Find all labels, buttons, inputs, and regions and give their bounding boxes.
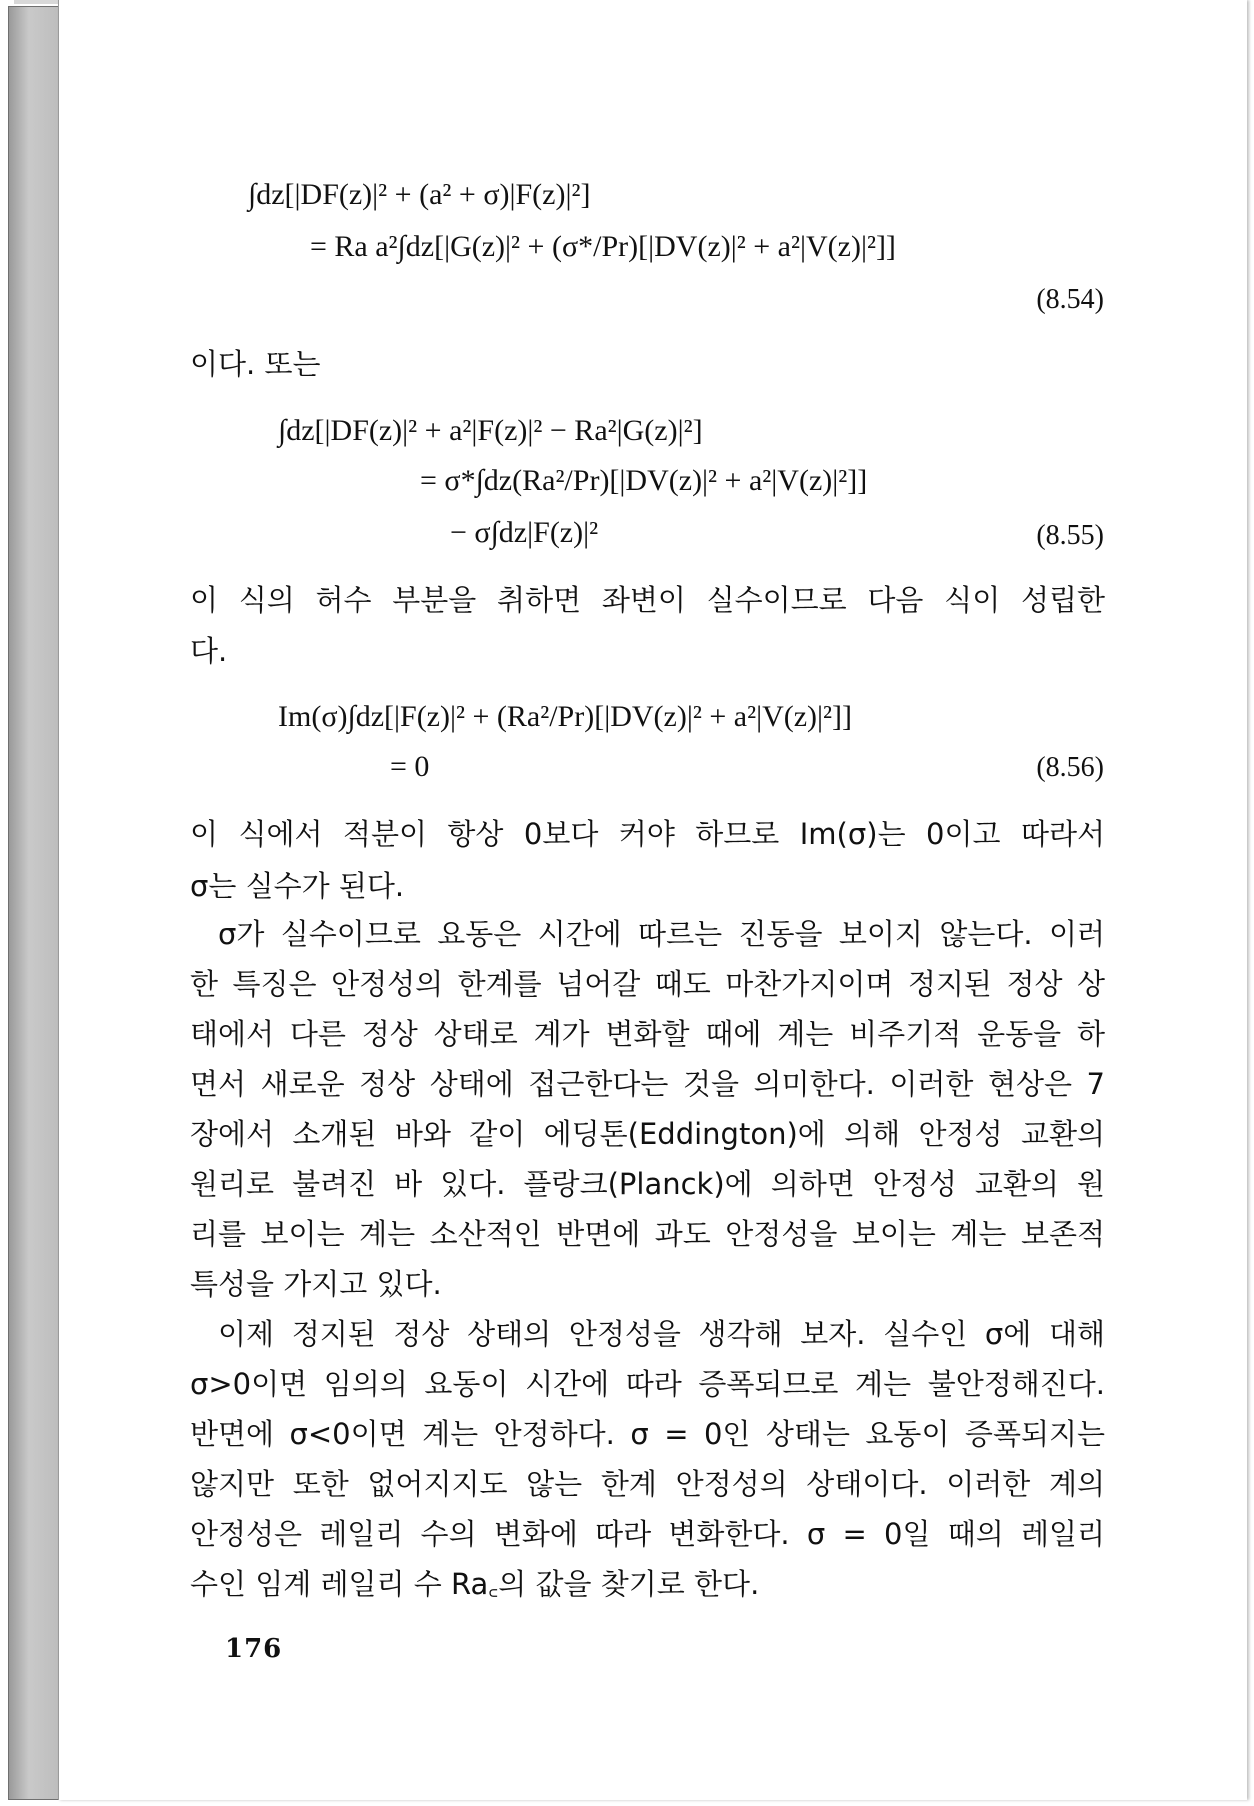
paragraph-3-line-6: 원리로 불려진 바 있다. 플랑크(Planck)에 의하면 안정성 교환의 원 (190, 1167, 1105, 1201)
paragraph-1-line-2: 다. (190, 634, 228, 668)
paragraph-3-line-3: 태에서 다른 정상 상태로 계가 변화할 때에 계는 비주기적 운동을 하 (190, 1017, 1105, 1051)
equation-number-8-54: (8.54) (1036, 284, 1104, 315)
paragraph-4-line-2: σ>0이면 임의의 요동이 시간에 따라 증폭되므로 계는 불안정해진다. (190, 1367, 1105, 1401)
equation-number-8-55: (8.55) (1036, 520, 1104, 551)
book-spine (8, 6, 60, 1800)
paragraph-2-line-2: σ는 실수가 된다. (190, 869, 405, 903)
paragraph-4-line-1: 이제 정지된 정상 상태의 안정성을 생각해 보자. 실수인 σ에 대해 (218, 1317, 1105, 1351)
equation-8-55-line-3: − σ∫dz|F(z)|² (450, 516, 599, 549)
equation-8-55-line-1: ∫dz[|DF(z)|² + a²|F(z)|² − Ra²|G(z)|²] (278, 414, 703, 447)
equation-number-8-56: (8.56) (1036, 752, 1104, 783)
paragraph-3-line-2: 한 특징은 안정성의 한계를 넘어갈 때도 마찬가지이며 정지된 정상 상 (190, 967, 1105, 1001)
paragraph-4-line-5: 안정성은 레일리 수의 변화에 따라 변화한다. σ = 0일 때의 레일리 (190, 1517, 1105, 1551)
paragraph-3-line-8: 특성을 가지고 있다. (190, 1267, 442, 1301)
equation-8-55-line-2: = σ*∫dz(Ra²/Pr)[|DV(z)|² + a²|V(z)|²]] (420, 464, 868, 497)
paragraph-4-line-6: 수인 임계 레일리 수 Ra꜀의 값을 찾기로 한다. (190, 1567, 760, 1601)
equation-8-54-line-2: = Ra a²∫dz[|G(z)|² + (σ*/Pr)[|DV(z)|² + a²|V(z)|²]] (310, 230, 896, 263)
page-number: 176 (225, 1634, 283, 1664)
paragraph-3-line-5: 장에서 소개된 바와 같이 에딩톤(Eddington)에 의해 안정성 교환의 (190, 1117, 1105, 1151)
paragraph-4-line-4: 않지만 또한 없어지지도 않는 한계 안정성의 상태이다. 이러한 계의 (190, 1467, 1105, 1501)
paragraph-1-line-1: 이 식의 허수 부분을 취하면 좌변이 실수이므로 다음 식이 성립한 (190, 583, 1105, 617)
paragraph-3-line-4: 면서 새로운 정상 상태에 접근한다는 것을 의미한다. 이러한 현상은 7 (190, 1067, 1105, 1101)
paragraph-4-line-3: 반면에 σ<0이면 계는 안정하다. σ = 0인 상태는 요동이 증폭되지는 (190, 1417, 1105, 1451)
paragraph-3-line-7: 리를 보이는 계는 소산적인 반면에 과도 안정성을 보이는 계는 보존적 (190, 1217, 1105, 1251)
equation-8-54-line-1: ∫dz[|DF(z)|² + (a² + σ)|F(z)|²] (248, 178, 591, 211)
paragraph-3-line-1: σ가 실수이므로 요동은 시간에 따르는 진동을 보이지 않는다. 이러 (218, 917, 1105, 951)
text-after-equation-8-54: 이다. 또는 (190, 347, 321, 381)
paragraph-2-line-1: 이 식에서 적분이 항상 0보다 커야 하므로 Im(σ)는 0이고 따라서 (190, 817, 1105, 851)
equation-8-56-line-2: = 0 (390, 750, 430, 783)
equation-8-56-line-1: Im(σ)∫dz[|F(z)|² + (Ra²/Pr)[|DV(z)|² + a²|V(z)|²]] (278, 700, 853, 733)
